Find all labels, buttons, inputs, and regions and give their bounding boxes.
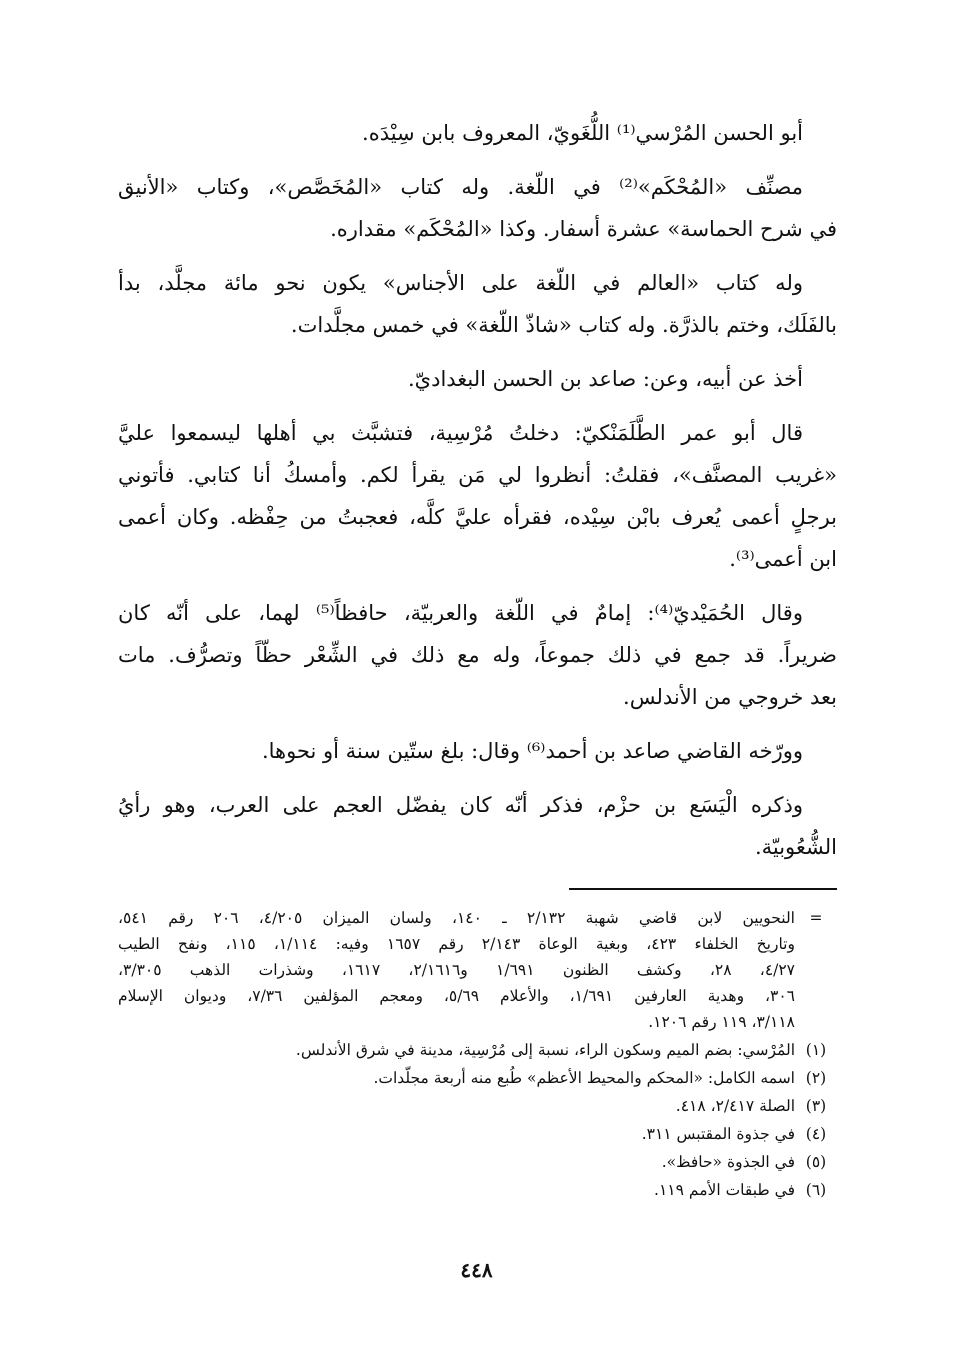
paragraph	[118, 166, 837, 250]
text-line: وله كتاب «العالم في اللّغة على الأجناس» يكون نحو مائة مجلَّد، بدأ	[118, 271, 803, 295]
footnote-number: (١)	[805, 1041, 827, 1059]
footnote-separator	[569, 888, 837, 890]
footnote-list	[118, 1037, 837, 1203]
page-number: ٤٤٨	[460, 1258, 493, 1282]
footnote-text: المُرْسي: بضم الميم وسكون الراء، نسبة إلى مُرْسِية، مدينة في شرق الأندلس.	[295, 1041, 795, 1059]
footnote-text: الصلة ٢/٤١٧، ٤١٨.	[675, 1097, 795, 1115]
text-line: بعد خروجي من الأندلس.	[623, 685, 837, 709]
text-line: وذكره الْيَسَع بن حزْم، فذكر أنّه كان يفضّل العجم على العرب، وهو رأيُ	[118, 793, 803, 817]
footnote	[118, 1093, 837, 1119]
text-line: ابن أعمى⁽³⁾.	[729, 547, 837, 571]
text-line: قال أبو عمر الطَّلَمَنْكيّ: دخلتُ مُرْسِية، فتشبَّث بي أهلها ليسمعوا عليَّ	[118, 421, 803, 445]
text-line: ضريراً. قد جمع في ذلك جموعاً، وله مع ذلك في الشِّعْر حظّاً وتصرُّف. مات	[118, 643, 837, 667]
main-text	[118, 112, 837, 880]
footnote-number: (٥)	[805, 1153, 827, 1171]
footnote-text: في طبقات الأمم ١١٩.	[654, 1181, 795, 1199]
paragraph	[118, 412, 837, 580]
paragraph	[118, 358, 837, 400]
footnote	[118, 1037, 837, 1063]
footnotes-section	[118, 905, 837, 1203]
footnote-text: اسمه الكامل: «المحكم والمحيط الأعظم» طُبع منه أربعة مجلّدات.	[373, 1069, 795, 1087]
text-line: «غريب المصنَّف»، فقلتُ: أنظروا لي مَن يقرأ لكم. وأمسكُ أنا كتابي. فأتوني	[118, 463, 837, 487]
footnote-number: (٦)	[805, 1181, 827, 1199]
text-line: وقال الحُمَيْديّ⁽⁴⁾: إمامٌ في اللّغة والعربيّة، حافظاً⁽⁵⁾ لهما، على أنّه كان	[118, 601, 803, 625]
footnote	[118, 1177, 837, 1203]
footnote-continuation	[118, 905, 837, 1035]
footnote-line: ٤/٢٧، ٢٨، وكشف الظنون ١/٦٩١ و٢/١٦١٦، ١٦١٧، وشذرات الذهب ٣/٣٠٥،	[118, 961, 796, 979]
footnote-number: (٣)	[805, 1097, 827, 1115]
continuation-text	[118, 905, 795, 1035]
footnote	[118, 1121, 837, 1147]
text-line: مصنِّف «المُحْكَم»⁽²⁾ في اللّغة. وله كتاب «المُخَصَّص»، وكتاب «الأنيق	[118, 175, 803, 199]
footnote-number: (٢)	[805, 1069, 827, 1087]
paragraph	[118, 730, 837, 772]
paragraph	[118, 784, 837, 868]
footnote-text: في جذوة المقتبس ٣١١.	[641, 1125, 795, 1143]
footnote-number: (٤)	[805, 1125, 827, 1143]
text-line: بالفَلَك، وختم بالذرَّة. وله كتاب «شاذّ اللّغة» في خمس مجلَّدات.	[290, 313, 837, 337]
text-line: وورّخه القاضي صاعد بن أحمد⁽⁶⁾ وقال: بلغ ستّين سنة أو نحوها.	[261, 739, 803, 763]
footnote-line: وتاريخ الخلفاء ٤٢٣، وبغية الوعاة ٢/١٤٣ رقم ١٦٥٧ وفيه: ١/١١٤، ١١٥، ونفح الطيب	[118, 935, 795, 953]
footnote-line: ٣/١١٨، ١١٩ رقم ١٢٠٦.	[648, 1013, 795, 1031]
footnote	[118, 1065, 837, 1091]
text-line: الشُّعُوبيّة.	[754, 835, 837, 859]
footnote-line: النحويين لابن قاضي شهبة ٢/١٣٢ ـ ١٤٠، ولسان الميزان ٤/٢٠٥، ٢٠٦ رقم ٥٤١،	[118, 909, 795, 927]
paragraph	[118, 592, 837, 718]
text-line: أخذ عن أبيه، وعن: صاعد بن الحسن البغداديّ.	[407, 367, 803, 391]
text-line: في شرح الحماسة» عشرة أسفار. وكذا «المُحْكَم» مقداره.	[330, 217, 837, 241]
text-line: أبو الحسن المُرْسي⁽¹⁾ اللُّغَويّ، المعروف بابن سِيْدَه.	[362, 121, 803, 145]
paragraph	[118, 112, 837, 154]
paragraph	[118, 262, 837, 346]
footnote-text: في الجذوة «حافظ».	[661, 1153, 795, 1171]
footnote-line: ٣٠٦، وهدية العارفين ١/٦٩١، والأعلام ٥/٦٩، ومعجم المؤلفين ٧/٣٦، وديوان الإسلام	[118, 987, 795, 1005]
footnote	[118, 1149, 837, 1175]
continuation-marker: =	[809, 909, 823, 927]
text-line: برجلٍ أعمى يُعرف بابْن سِيْده، فقرأه عليَّ كلَّه، فعجبتُ من حِفْظه. وكان أعمى	[118, 505, 837, 529]
